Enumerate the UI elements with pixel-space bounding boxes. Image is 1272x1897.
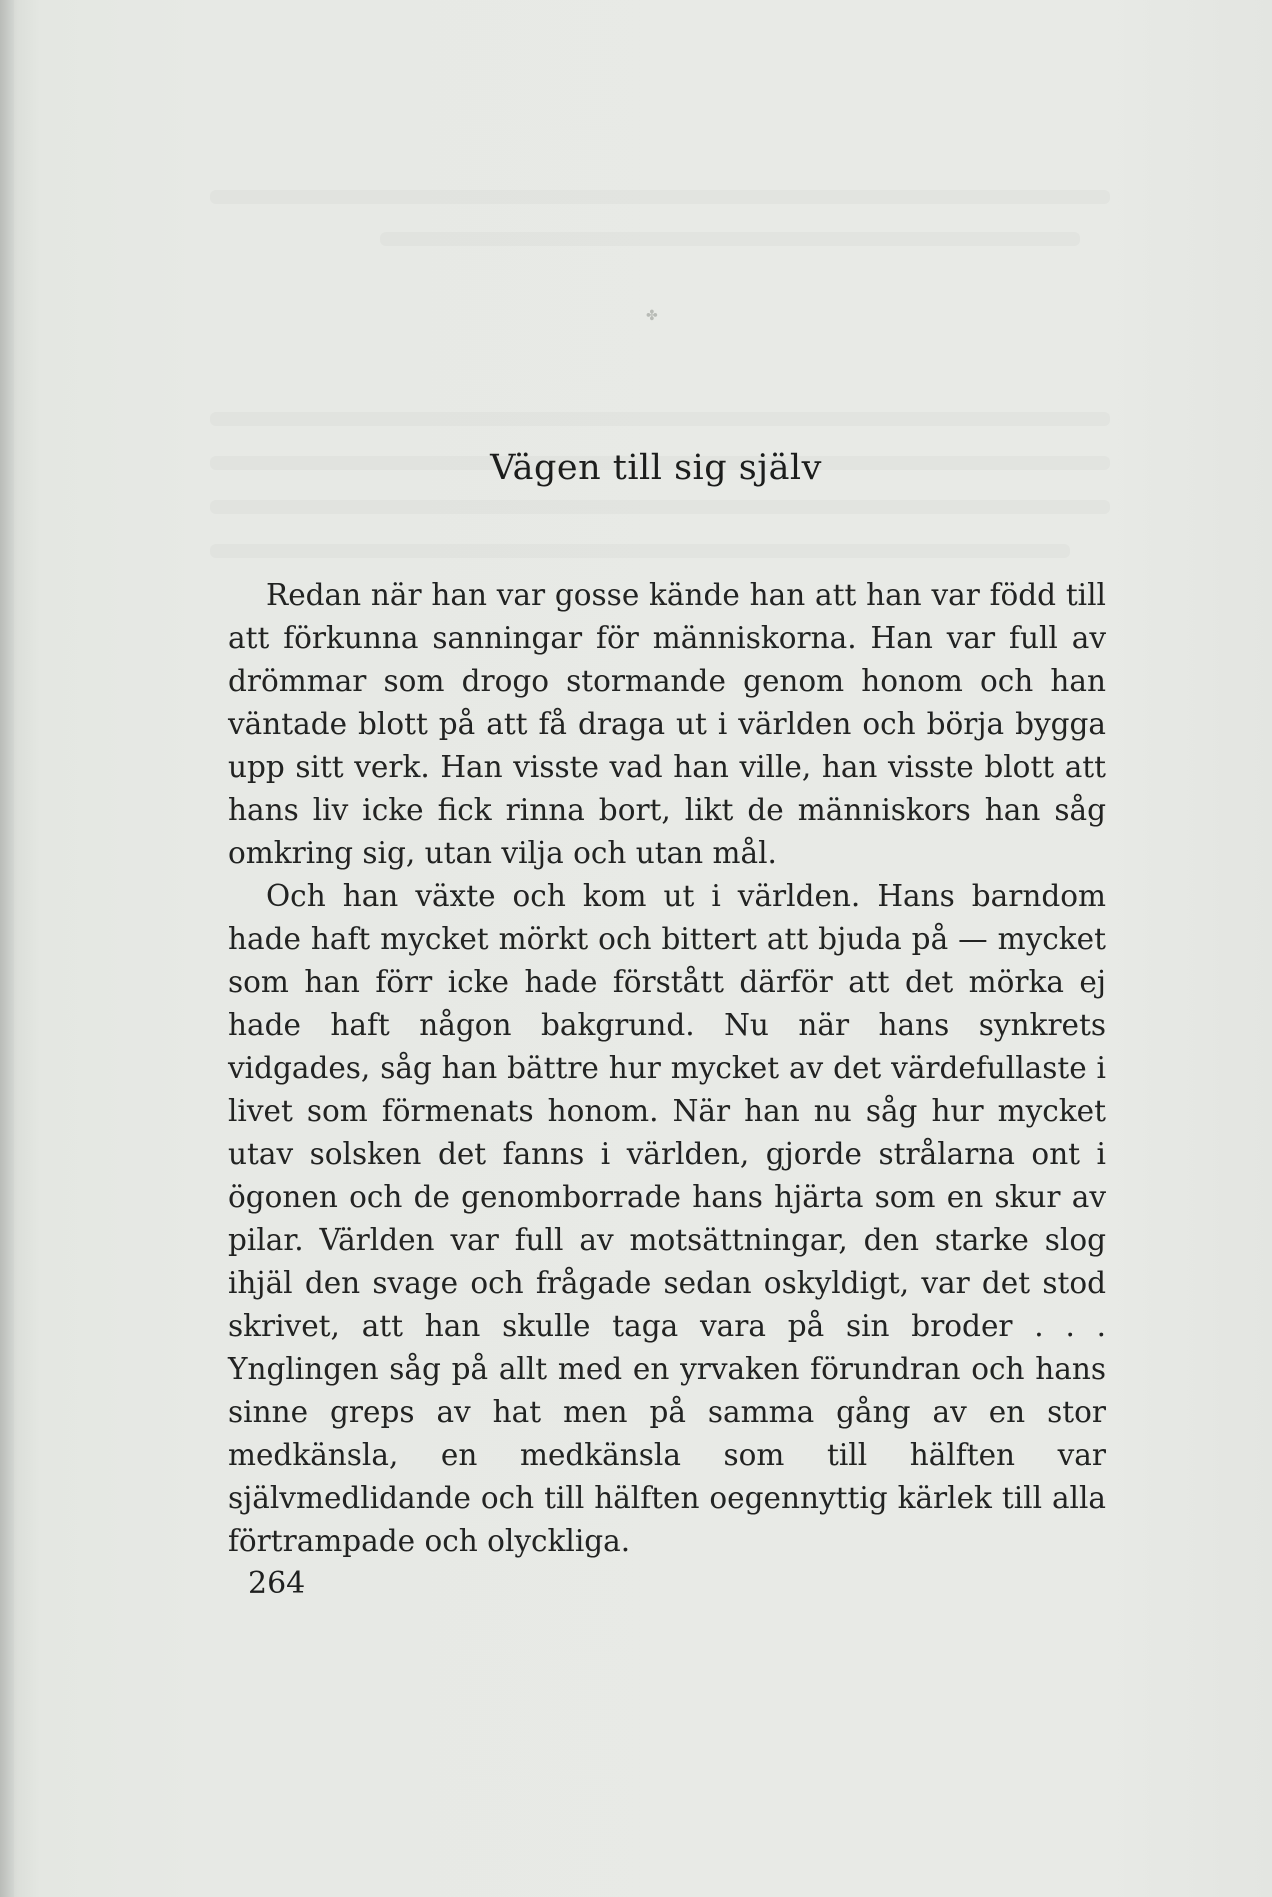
paragraph: Och han växte och kom ut i världen. Hans barndom hade haft mycket mörkt och bittert att bjuda på — mycket som han förr icke hade förstått därför att det mörka ej hade haft någon bakgrund. Nu när hans synkrets vidgades, såg han bättre hur mycket av det värdefullaste i livet som förmenats honom. När han nu såg hur mycket utav solsken det fanns i världen, gjorde strålarna ont i ögonen och de genomborrade hans hjärta som en skur av pilar. Världen var full av motsättningar, den starke slog ihjäl den svage och frågade sedan oskyldigt, var det stod skrivet, att han skulle taga vara på sin broder . . . Ynglingen såg på allt med en yrvaken förundran och hans sinne greps av hat men på samma gång av en stor medkänsla, en medkänsla som till hälften var självmedlidande och till hälften oegennyttig kärlek till alla förtrampade och olyckliga.: [228, 879, 1106, 1558]
chapter-title: Vägen till sig själv: [490, 448, 822, 488]
chapter-body: [228, 574, 1106, 1563]
page-number: 264: [248, 1566, 306, 1601]
show-through-line: [210, 544, 1070, 558]
show-through-line: [210, 190, 1110, 204]
show-through-line: [380, 232, 1080, 246]
page-edge-shadow: [0, 0, 14, 1897]
paragraph: Redan när han var gosse kände han att han var född till att förkunna sanningar för människorna. Han var full av drömmar som drogo stormande genom honom och han väntade blott på att få draga ut i världen och börja bygga upp sitt verk. Han visste vad han ville, han visste blott att hans liv icke fick rinna bort, likt de människors han såg omkring sig, utan vilja och utan mål.: [228, 578, 1106, 870]
show-through-line: [210, 500, 1110, 514]
show-through-line: [210, 412, 1110, 426]
ornament-mark: ✤: [646, 308, 658, 324]
